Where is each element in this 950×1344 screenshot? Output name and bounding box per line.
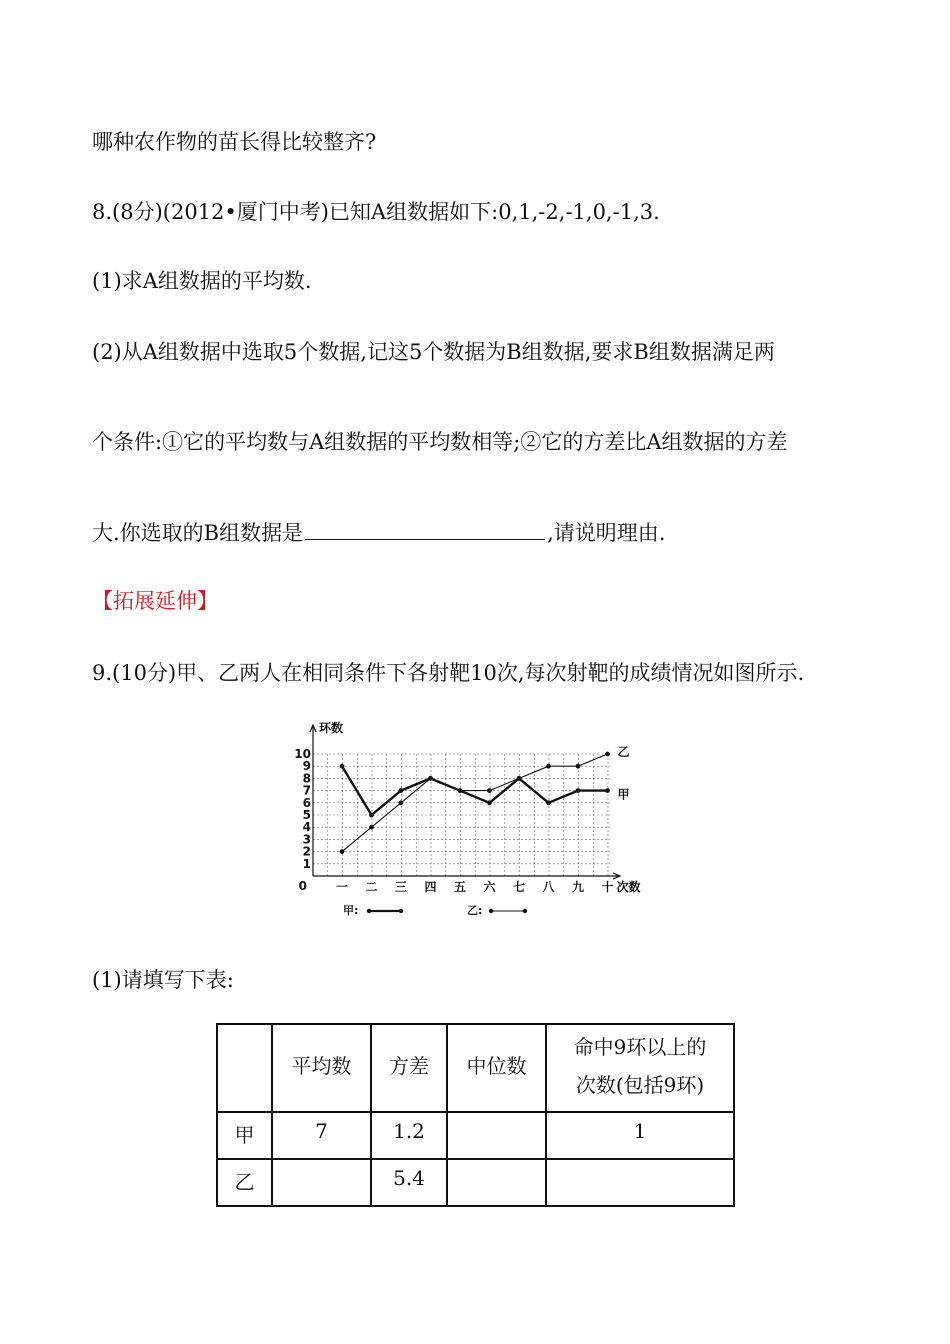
legend-label-jia: 甲: (343, 904, 359, 917)
table-row (217, 1159, 734, 1206)
x-axis-label: 次数 (616, 880, 641, 894)
y-tick-label: 3 (302, 832, 311, 847)
series-end-label: 乙 (617, 745, 630, 759)
data-point (458, 788, 463, 793)
series-end-label: 甲 (617, 787, 630, 802)
y-tick-label: 1 (302, 856, 311, 871)
chart-axes (310, 725, 620, 879)
x-tick-label: 十 (601, 880, 614, 894)
y-tick-label: 10 (294, 747, 311, 761)
header-median: 中位数 (447, 1024, 546, 1112)
legend-dot (367, 909, 371, 913)
cell-mean[interactable] (272, 1159, 371, 1206)
header-hits (546, 1024, 734, 1112)
data-point (399, 800, 404, 805)
problem-9-part-1: (1)请填写下表: (92, 968, 234, 992)
legend-label-yi: 乙: (467, 904, 483, 917)
problem-8-part-1: (1)求A组数据的平均数. (92, 269, 312, 293)
data-point (340, 849, 345, 854)
x-tick-label: 四 (424, 880, 437, 894)
section-heading: 【拓展延伸】 (92, 589, 218, 613)
data-point (576, 764, 581, 769)
data-point (369, 825, 374, 830)
x-tick-label: 一 (335, 880, 349, 894)
problem-8-answer-line (92, 517, 665, 548)
cell-hits: 1 (546, 1112, 734, 1159)
problem-9-title: 9.(10分)甲、乙两人在相同条件下各射靶10次,每次射靶的成绩情况如图所示. (92, 661, 805, 685)
answer-suffix: ,请说明理由. (547, 521, 666, 545)
header-mean: 平均数 (272, 1024, 371, 1112)
cell-variance: 5.4 (371, 1159, 447, 1206)
data-point (487, 788, 492, 793)
header-empty (217, 1024, 272, 1112)
data-point (546, 764, 551, 769)
chart-labels (294, 720, 640, 917)
x-tick-label: 六 (483, 880, 496, 894)
cell-mean: 7 (272, 1112, 371, 1159)
header-variance: 方差 (371, 1024, 447, 1112)
data-point (605, 752, 610, 757)
y-tick-label: 8 (302, 771, 311, 786)
stats-table (216, 1023, 735, 1207)
row-name: 甲 (217, 1112, 272, 1159)
x-tick-label: 七 (512, 880, 526, 894)
data-point (517, 776, 522, 781)
x-tick-label: 九 (571, 880, 585, 894)
y-tick-label: 7 (302, 783, 311, 798)
problem-8-conditions: 个条件:①它的平均数与A组数据的平均数相等;②它的方差比A组数据的方差 (92, 430, 788, 454)
data-point (546, 800, 551, 805)
answer-blank[interactable] (305, 517, 545, 540)
answer-prefix: 大.你选取的B组数据是 (92, 521, 304, 545)
data-point (428, 776, 433, 781)
data-point (399, 788, 404, 793)
cell-median[interactable] (447, 1159, 546, 1206)
legend-dot (399, 909, 403, 913)
row-name: 乙 (217, 1159, 272, 1206)
y-tick-label: 9 (302, 759, 311, 774)
data-point (369, 813, 374, 818)
x-tick-label: 八 (542, 880, 555, 894)
table-row (217, 1112, 734, 1159)
data-point (487, 800, 492, 805)
cell-hits[interactable] (546, 1159, 734, 1206)
y-tick-label: 5 (302, 808, 311, 822)
legend-dot (489, 909, 493, 913)
chart-grid (313, 754, 610, 876)
x-tick-label: 三 (394, 880, 408, 894)
problem-8-part-2: (2)从A组数据中选取5个数据,记这5个数据为B组数据,要求B组数据满足两 (92, 340, 775, 364)
x-tick-label: 二 (365, 880, 378, 894)
data-point (340, 764, 345, 769)
origin-label: 0 (298, 879, 307, 893)
shooting-scores-chart (285, 712, 665, 922)
problem-8-title: 8.(8分)(2012•厦门中考)已知A组数据如下:0,1,-2,-1,0,-1,3. (92, 200, 660, 224)
legend-dot (523, 909, 527, 913)
data-point (605, 788, 610, 793)
cell-median[interactable] (447, 1112, 546, 1159)
data-point (576, 788, 581, 793)
y-axis-label: 环数 (319, 721, 344, 735)
x-tick-label: 五 (453, 880, 467, 894)
y-tick-label: 4 (302, 820, 311, 835)
cell-variance: 1.2 (371, 1112, 447, 1159)
text-line-1: 哪种农作物的苗长得比较整齐? (92, 130, 377, 154)
y-tick-label: 2 (302, 844, 311, 859)
table-header-row (217, 1024, 734, 1112)
y-tick-label: 6 (302, 795, 311, 810)
header-hits-line-1: 命中9环以上的 (573, 1035, 707, 1059)
header-hits-line-2: 次数(包括9环) (575, 1073, 705, 1097)
